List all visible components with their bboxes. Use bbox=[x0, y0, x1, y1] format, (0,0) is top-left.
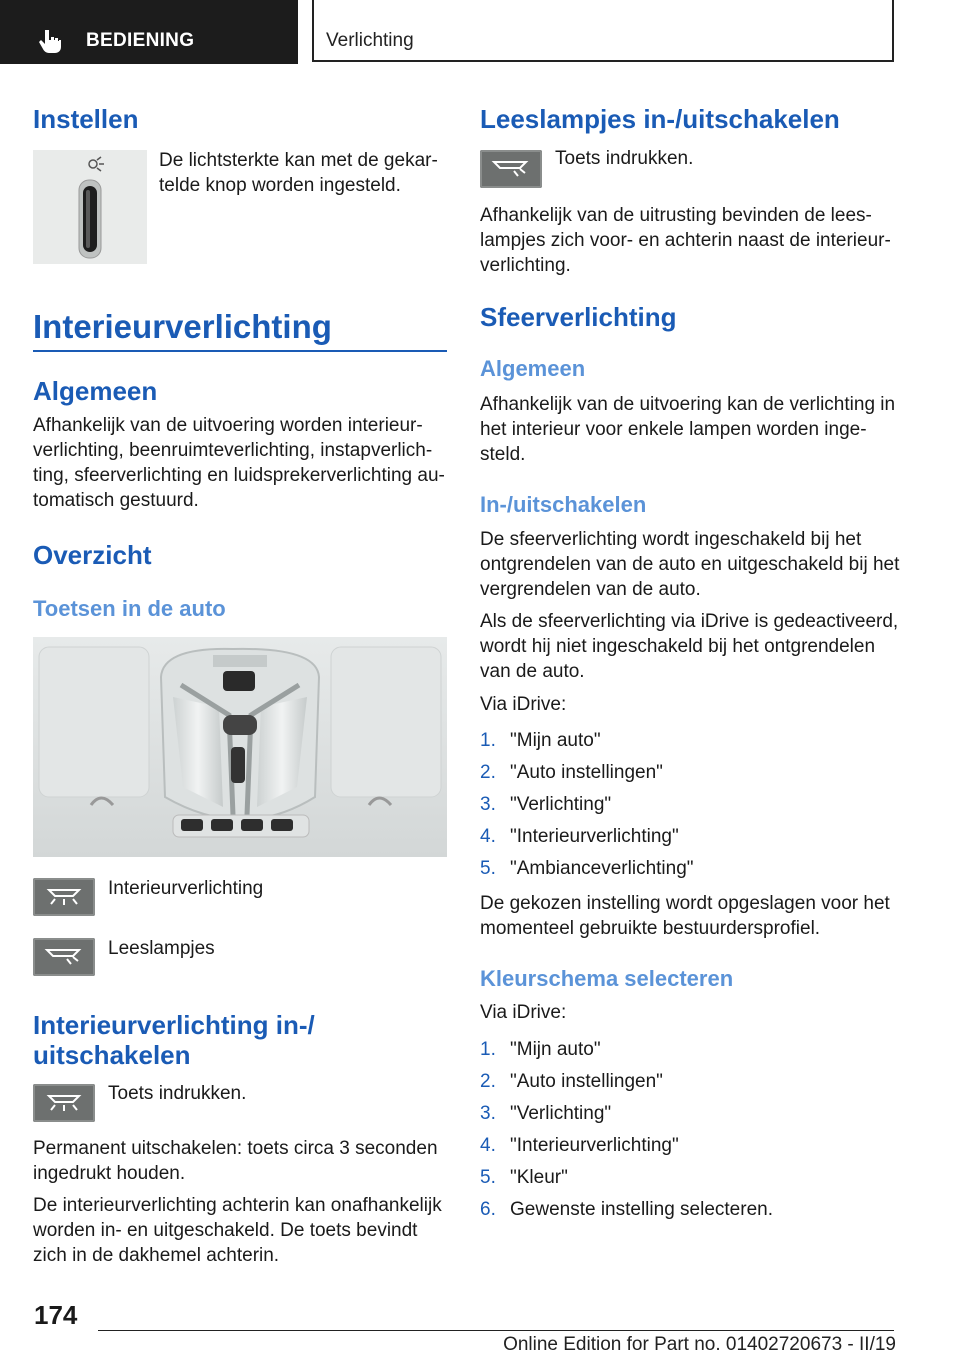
heading-algemeen: Algemeen bbox=[33, 376, 158, 406]
list-item: 5. "Ambianceverlichting" bbox=[480, 858, 694, 879]
dome-light-icon bbox=[33, 1084, 95, 1122]
page-number: 174 bbox=[34, 1300, 78, 1330]
instellen-text: De lichtsterkte kan met de gekar-telde knop worden ingesteld. bbox=[159, 150, 438, 196]
list-item: 1. "Mijn auto" bbox=[480, 1039, 601, 1060]
heading-leeslampjes: Leeslampjes in-/uitschakelen bbox=[480, 104, 840, 134]
list-item: 3. "Verlichting" bbox=[480, 1103, 612, 1124]
dome-light-icon bbox=[33, 878, 95, 916]
list-item: 5. "Kleur" bbox=[480, 1167, 568, 1188]
via-idrive-2: Via iDrive: bbox=[480, 1002, 567, 1023]
sfeer-algemeen-text: Afhankelijk van de uitvoering kan de verlichting in het interieur voor enkele lampen worden inge-steld. bbox=[480, 394, 896, 465]
list-item: 6. Gewenste instelling selecteren. bbox=[480, 1199, 773, 1220]
edition-text: Online Edition for Part no. 01402720673 - II/19 bbox=[503, 1334, 896, 1355]
via-idrive-1: Via iDrive: bbox=[480, 694, 567, 715]
list-item: 1. "Mijn auto" bbox=[480, 730, 601, 751]
hand-pointer-icon bbox=[38, 28, 64, 54]
algemeen-text: Afhankelijk van de uitvoering worden interieur-verlichting, beenruimteverlichting, instapverlich-ting, sfeerverlichting en luidsprekerverlichting au-tomatisch gestuurd. bbox=[33, 415, 445, 511]
sfeer-inuit-text-1: De sfeerverlichting wordt ingeschakeld bij het ontgrendelen van de auto en uitgeschakeld bij het vergrendelen van de auto. bbox=[480, 529, 900, 600]
chapter-tab bbox=[0, 0, 298, 64]
heading-interieur-inuit: Interieurverlichting in-/ uitschakelen bbox=[33, 1010, 315, 1070]
idrive-steps-1 bbox=[480, 725, 694, 885]
list-item: 3. "Verlichting" bbox=[480, 794, 612, 815]
dimmer-knob-image bbox=[33, 150, 147, 264]
chapter-title: BEDIENING bbox=[86, 30, 195, 51]
list-item: 4. "Interieurverlichting" bbox=[480, 1135, 679, 1156]
heading-sfeer-algemeen: Algemeen bbox=[480, 356, 586, 381]
heading-sfeerverlichting: Sfeerverlichting bbox=[480, 302, 677, 332]
gekozen-text: De gekozen instelling wordt opgeslagen voor het momenteel gebruikte bestuurdersprofiel. bbox=[480, 893, 890, 939]
inuit-press-text: Toets indrukken. bbox=[108, 1083, 247, 1104]
permanent-text: Permanent uitschakelen: toets circa 3 seconden ingedrukt houden. bbox=[33, 1138, 438, 1184]
achterin-text: De interieurverlichting achterin kan onafhankelijk worden in- en uitgeschakeld. De toets bevindt zich in de dakhemel achterin. bbox=[33, 1195, 442, 1266]
list-item: 2. "Auto instellingen" bbox=[480, 1071, 663, 1092]
heading-sfeer-inuit: In-/uitschakelen bbox=[480, 492, 647, 517]
reading-light-icon bbox=[33, 938, 95, 976]
idrive-steps-2 bbox=[480, 1034, 773, 1226]
heading-interieurverlichting: Interieurverlichting bbox=[33, 308, 332, 345]
heading-rule bbox=[33, 350, 447, 352]
heading-instellen: Instellen bbox=[33, 104, 139, 134]
heading-overzicht: Overzicht bbox=[33, 540, 152, 570]
sfeer-inuit-text-2: Als de sfeerverlichting via iDrive is gedeactiveerd, wordt hij niet ingeschakeld bij het ontgrendelen van de auto. bbox=[480, 611, 899, 682]
heading-kleurschema: Kleurschema selecteren bbox=[480, 966, 734, 991]
footer-rule bbox=[98, 1330, 894, 1331]
legend-label-leeslampjes: Leeslampjes bbox=[108, 938, 215, 959]
list-item: 2. "Auto instellingen" bbox=[480, 762, 663, 783]
lees-press-text: Toets indrukken. bbox=[555, 148, 694, 169]
heading-toetsen: Toetsen in de auto bbox=[33, 596, 226, 621]
legend-label-interieurverlichting: Interieurverlichting bbox=[108, 878, 264, 899]
reading-light-icon bbox=[480, 150, 542, 188]
list-item: 4. "Interieurverlichting" bbox=[480, 826, 679, 847]
roof-console-image bbox=[33, 637, 447, 857]
section-tab bbox=[312, 0, 894, 62]
lees-text: Afhankelijk van de uitrusting bevinden de lees-lampjes zich voor- en achterin naast de interieur-verlichting. bbox=[480, 205, 891, 276]
section-title: Verlichting bbox=[326, 30, 414, 51]
